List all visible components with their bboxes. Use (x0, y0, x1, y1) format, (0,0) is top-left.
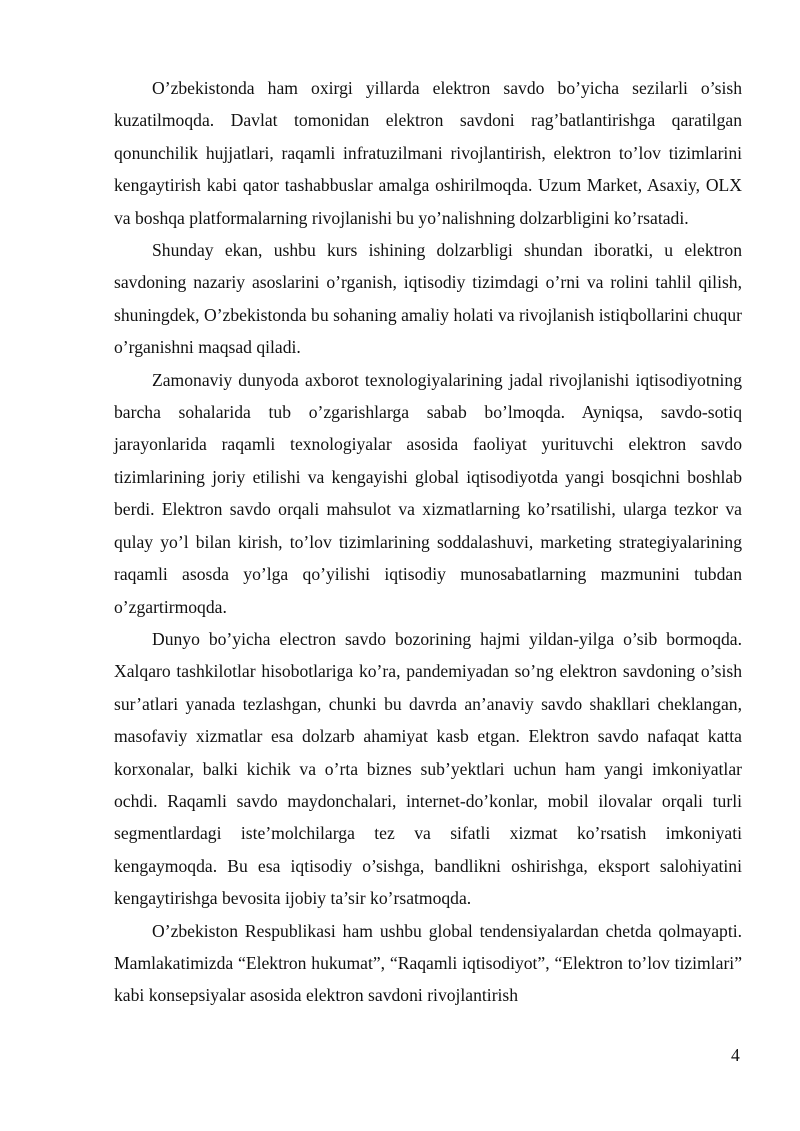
paragraph-1: O’zbekistonda ham oxirgi yillarda elektron savdo bo’yicha sezilarli o’sish kuzatilmoqda. Davlat tomonidan elektron savdoni rag’batlantirishga qaratilgan qonunchilik hujjatlari, raqamli infratuzilmani rivojlantirish, elektron to’lov tizimlarini kengaytirish kabi qator tashabbuslar amalga oshirilmoqda. Uzum Market, Asaxiy, OLX va boshqa platformalarning rivojlanishi bu yo’nalishning dolzarbligini ko’rsatadi. (114, 78, 742, 228)
paragraph-3: Zamonaviy dunyoda axborot texnologiyalarining jadal rivojlanishi iqtisodiyotning barcha sohalarida tub o’zgarishlarga sabab bo’lmoqda. Ayniqsa, savdo-sotiq jarayonlarida raqamli texnologiyalar asosida faoliyat yurituvchi elektron savdo tizimlarining joriy etilishi va kengayishi global iqtisodiyotda yangi bosqichni boshlab berdi. Elektron savdo orqali mahsulot va xizmatlarning ko’rsatilishi, ularga tezkor va qulay yo’l bilan kirish, to’lov tizimlarining soddalashuvi, marketing strategiyalarining raqamli asosda yo’lga qo’yilishi iqtisodiy munosabatlarning mazmunini tubdan o’zgartirmoqda. (114, 369, 742, 617)
page-number: 4 (731, 1045, 740, 1065)
paragraph-2: Shunday ekan, ushbu kurs ishining dolzarbligi shundan iboratki, u elektron savdoning nazariy asoslarini o’rganish, iqtisodiy tizimdagi o’rni va rolini tahlil qilish, shuningdek, O’zbekistonda bu sohaning amaliy holati va rivojlanish istiqbollarini chuqur o’rganishni maqsad qiladi. (114, 240, 742, 358)
document-body (114, 72, 742, 1012)
paragraph-5: O’zbekiston Respublikasi ham ushbu global tendensiyalardan chetda qolmayapti. Mamlakatimizda “Elektron hukumat”, “Raqamli iqtisodiyot”, “Elektron to’lov tizimlari” kabi konsepsiyalar asosida elektron savdoni rivojlantirish (114, 920, 742, 1006)
paragraph-4: Dunyo bo’yicha electron savdo bozorining hajmi yildan-yilga o’sib bormoqda. Xalqaro tashkilotlar hisobotlariga ko’ra, pandemiyadan so’ng elektron savdoning o’sish sur’atlari yanada tezlashgan, chunki bu davrda an’anaviy savdo shakllari cheklangan, masofaviy xizmatlar esa dolzarb ahamiyat kasb etgan. Elektron savdo nafaqat katta korxonalar, balki kichik va o’rta biznes sub’yektlari uchun ham yangi imkoniyatlar ochdi. Raqamli savdo maydonchalari, internet-do’konlar, mobil ilovalar orqali turli segmentlardagi iste’molchilarga tez va sifatli xizmat ko’rsatish imkoniyati kengaymoqda. Bu esa iqtisodiy o’sishga, bandlikni oshirishga, eksport salohiyatini kengaytirishga bevosita ijobiy ta’sir ko’rsatmoqda. (114, 628, 742, 909)
